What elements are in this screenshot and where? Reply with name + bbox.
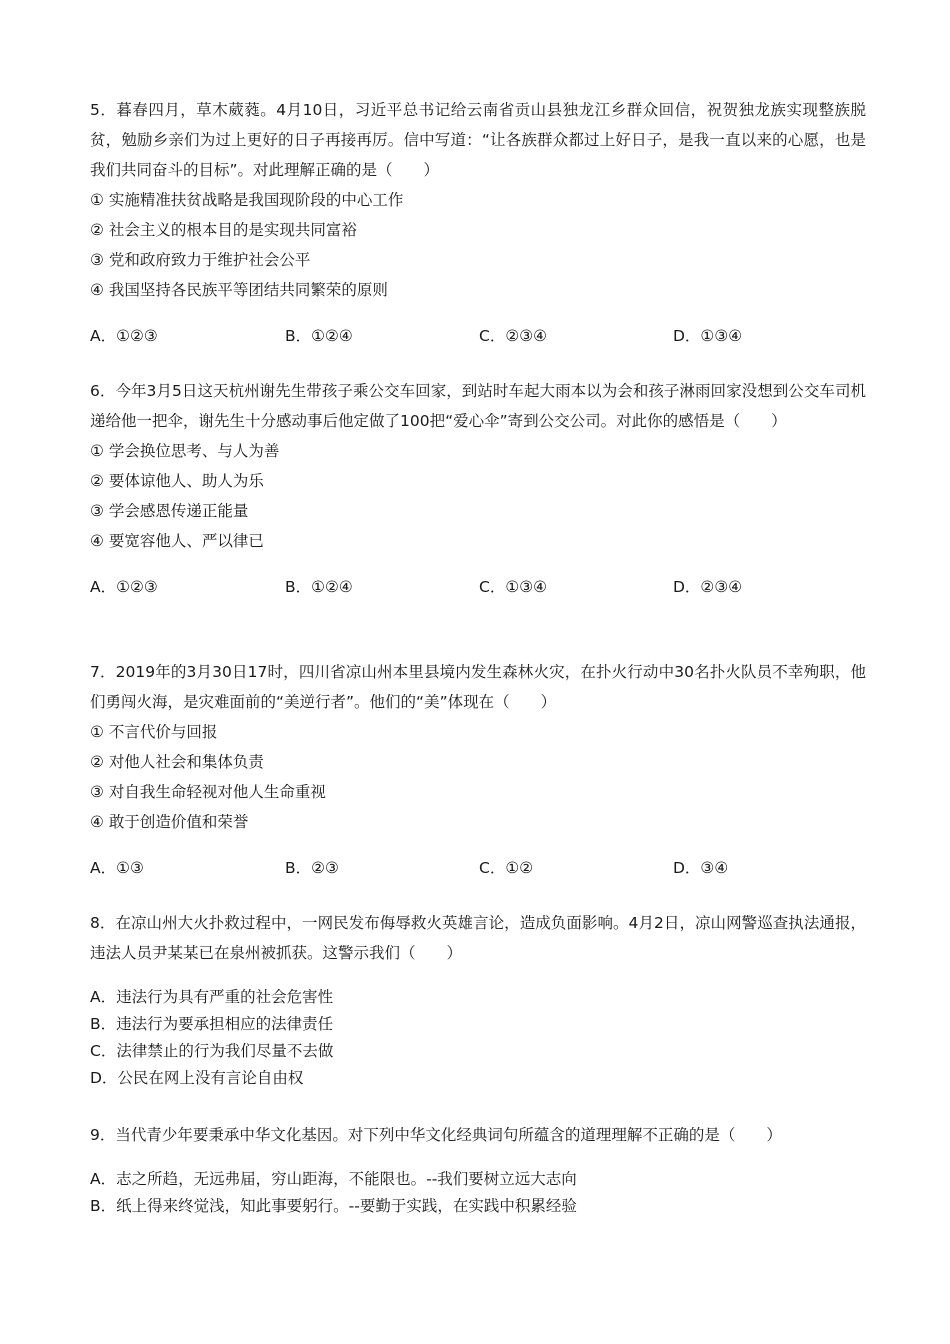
question-5	[90, 95, 866, 351]
statement-item: ④ 敢于创造价值和荣誉	[90, 813, 249, 831]
answer-options	[90, 321, 866, 351]
statement-item: ③ 学会感恩传递正能量	[90, 502, 249, 520]
option-c[interactable]: C．②③④	[479, 327, 548, 345]
option-a[interactable]: A．①②③	[90, 327, 158, 345]
option-b[interactable]: B．违法行为要承担相应的法律责任	[90, 1015, 334, 1033]
statement-item: ③ 对自我生命轻视对他人生命重视	[90, 783, 326, 801]
answer-options	[90, 984, 866, 1092]
statement-item: ④ 我国坚持各民族平等团结共同繁荣的原则	[90, 281, 388, 299]
statement-item: ② 社会主义的根本目的是实现共同富裕	[90, 221, 357, 239]
option-b[interactable]: B．②③	[285, 859, 339, 877]
statement-item: ② 要体谅他人、助人为乐	[90, 472, 264, 490]
answer-options	[90, 572, 866, 602]
question-8	[90, 908, 866, 1092]
statement-item: ④ 要宽容他人、严以律已	[90, 532, 264, 550]
option-d[interactable]: D．③④	[673, 859, 729, 877]
option-c[interactable]: C．①②	[479, 859, 534, 877]
option-a[interactable]: A．违法行为具有严重的社会危害性	[90, 988, 334, 1006]
question-stem: 6．今年3月5日这天杭州谢先生带孩子乘公交车回家，到站时车起大雨本以为会和孩子淋雨回家没想到公交车司机递给他一把伞，谢先生十分感动事后他定做了100把“爱心伞”寄到公交公司。对此你的感悟是（ ）	[90, 382, 866, 430]
statement-item: ① 实施精准扶贫战略是我国现阶段的中心工作	[90, 191, 404, 209]
answer-options	[90, 1166, 866, 1220]
statement-item: ① 学会换位思考、与人为善	[90, 442, 280, 460]
statement-item: ② 对他人社会和集体负责	[90, 753, 264, 771]
option-a[interactable]: A．①②③	[90, 578, 158, 596]
question-6	[90, 376, 866, 602]
option-d[interactable]: D．①③④	[673, 327, 743, 345]
question-stem: 9．当代青少年要秉承中华文化基因。对下列中华文化经典词句所蕴含的道理理解不正确的是（ ）	[90, 1126, 782, 1144]
option-b[interactable]: B．纸上得来终觉浅，知此事要躬行。--要勤于实践，在实践中积累经验	[90, 1197, 577, 1215]
option-c[interactable]: C．法律禁止的行为我们尽量不去做	[90, 1042, 334, 1060]
statement-item: ③ 党和政府致力于维护社会公平	[90, 251, 311, 269]
option-a[interactable]: A．志之所趋，无远弗届，穷山距海，不能限也。--我们要树立远大志向	[90, 1170, 577, 1188]
option-d[interactable]: D．公民在网上没有言论自由权	[90, 1069, 304, 1087]
option-b[interactable]: B．①②④	[285, 578, 353, 596]
question-stem: 8．在凉山州大火扑救过程中，一网民发布侮辱救火英雄言论，造成负面影响。4月2日，凉山网警巡查执法通报，违法人员尹某某已在泉州被抓获。这警示我们（ ）	[90, 914, 866, 962]
statement-item: ① 不言代价与回报	[90, 723, 218, 741]
option-d[interactable]: D．②③④	[673, 578, 743, 596]
question-9	[90, 1120, 866, 1220]
option-b[interactable]: B．①②④	[285, 327, 353, 345]
question-stem: 7．2019年的3月30日17时，四川省凉山州本里县境内发生森林火灾，在扑火行动中30名扑火队员不幸殉职，他们勇闯火海，是灾难面前的“美逆行者”。他们的“美”体现在（ ）	[90, 663, 866, 711]
answer-options	[90, 853, 866, 883]
question-7	[90, 657, 866, 883]
question-stem: 5．暮春四月，草木葳蕤。4月10日，习近平总书记给云南省贡山县独龙江乡群众回信，祝贺独龙族实现整族脱贫，勉励乡亲们为过上更好的日子再接再厉。信中写道：“让各族群众都过上好日子，是我一直以来的心愿，也是我们共同奋斗的目标”。对此理解正确的是（ ）	[90, 101, 866, 179]
option-c[interactable]: C．①③④	[479, 578, 548, 596]
option-a[interactable]: A．①③	[90, 859, 144, 877]
